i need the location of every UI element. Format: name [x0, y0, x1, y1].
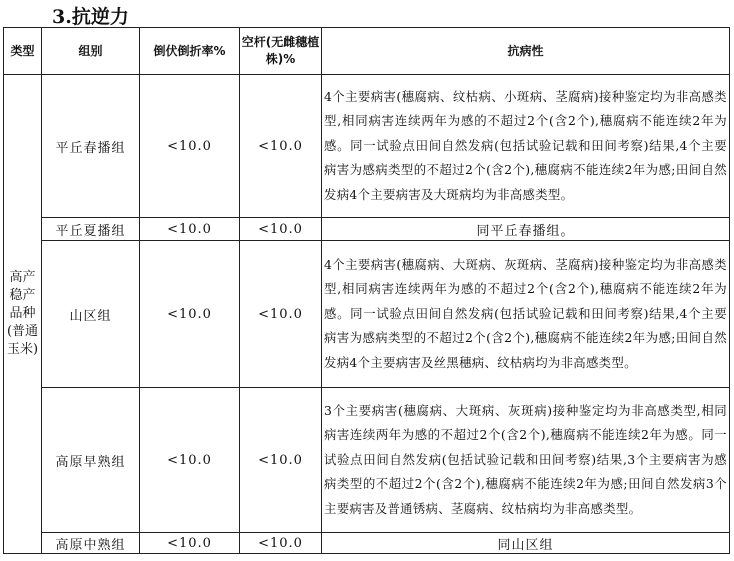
- lodging-cell: <10.0: [140, 241, 240, 388]
- lodging-cell: <10.0: [140, 75, 240, 218]
- header-group: 组别: [42, 28, 140, 75]
- resistance-cell: 3个主要病害(穗腐病、大斑病、灰斑病)接种鉴定均为非高感类型,相同病害连续两年为感的不超过2个(含2个),穗腐病不能连续2年为感。同一试验点田间自然发病(包括试验记载和田间考察)结果,3个主要病害为感病类型的不超过2个(含2个),穗腐病不能连续2年为感;田间自然发病3个主要病害及普通锈病、茎腐病、纹枯病均为非高感类型。: [322, 388, 730, 533]
- table-row: [4, 218, 730, 241]
- group-cell: 高原中熟组: [42, 533, 140, 554]
- lodging-cell: <10.0: [140, 218, 240, 241]
- group-cell: 平丘夏播组: [42, 218, 140, 241]
- header-barren-stalk: 空杆(无雌穗植株)%: [240, 28, 322, 75]
- lodging-cell: <10.0: [140, 388, 240, 533]
- table-row: [4, 241, 730, 388]
- group-cell: 高原早熟组: [42, 388, 140, 533]
- table-row: [4, 388, 730, 533]
- resistance-cell: 同山区组: [322, 533, 730, 554]
- resistance-cell: 4个主要病害(穗腐病、大斑病、灰斑病、茎腐病)接种鉴定均为非高感类型,相同病害连续两年为感的不超过2个(含2个),穗腐病不能连续2年为感。同一试验点田间自然发病(包括试验记载和田间考察)结果,4个主要病害为感病类型的不超过2个(含2个),穗腐病不能连续2年为感;田间自然发病4个主要病害及丝黑穗病、纹枯病均为非高感类型。: [322, 241, 730, 388]
- header-lodging-rate: 倒伏倒折率%: [140, 28, 240, 75]
- resistance-cell: 4个主要病害(穗腐病、纹枯病、小斑病、茎腐病)接种鉴定均为非高感类型,相同病害连续两年为感的不超过2个(含2个),穗腐病不能连续2年为感。同一试验点田间自然发病(包括试验记载和田间考察)结果,4个主要病害为感病类型的不超过2个(含2个),穗腐病不能连续2年为感;田间自然发病4个主要病害及大斑病均为非高感类型。: [322, 75, 730, 218]
- barren-cell: <10.0: [240, 533, 322, 554]
- group-cell: 平丘春播组: [42, 75, 140, 218]
- type-cell: 高产稳产品种(普通玉米): [4, 75, 42, 554]
- group-cell: 山区组: [42, 241, 140, 388]
- barren-cell: <10.0: [240, 388, 322, 533]
- header-type: 类型: [4, 28, 42, 75]
- resistance-cell: 同平丘春播组。: [322, 218, 730, 241]
- header-disease-resistance: 抗病性: [322, 28, 730, 75]
- table-header-row: [4, 28, 730, 75]
- barren-cell: <10.0: [240, 75, 322, 218]
- table-row: [4, 533, 730, 554]
- barren-cell: <10.0: [240, 241, 322, 388]
- lodging-cell: <10.0: [140, 533, 240, 554]
- barren-cell: <10.0: [240, 218, 322, 241]
- table-row: [4, 75, 730, 218]
- section-title: 3.抗逆力: [52, 6, 129, 28]
- resistance-standards-table: [3, 27, 730, 554]
